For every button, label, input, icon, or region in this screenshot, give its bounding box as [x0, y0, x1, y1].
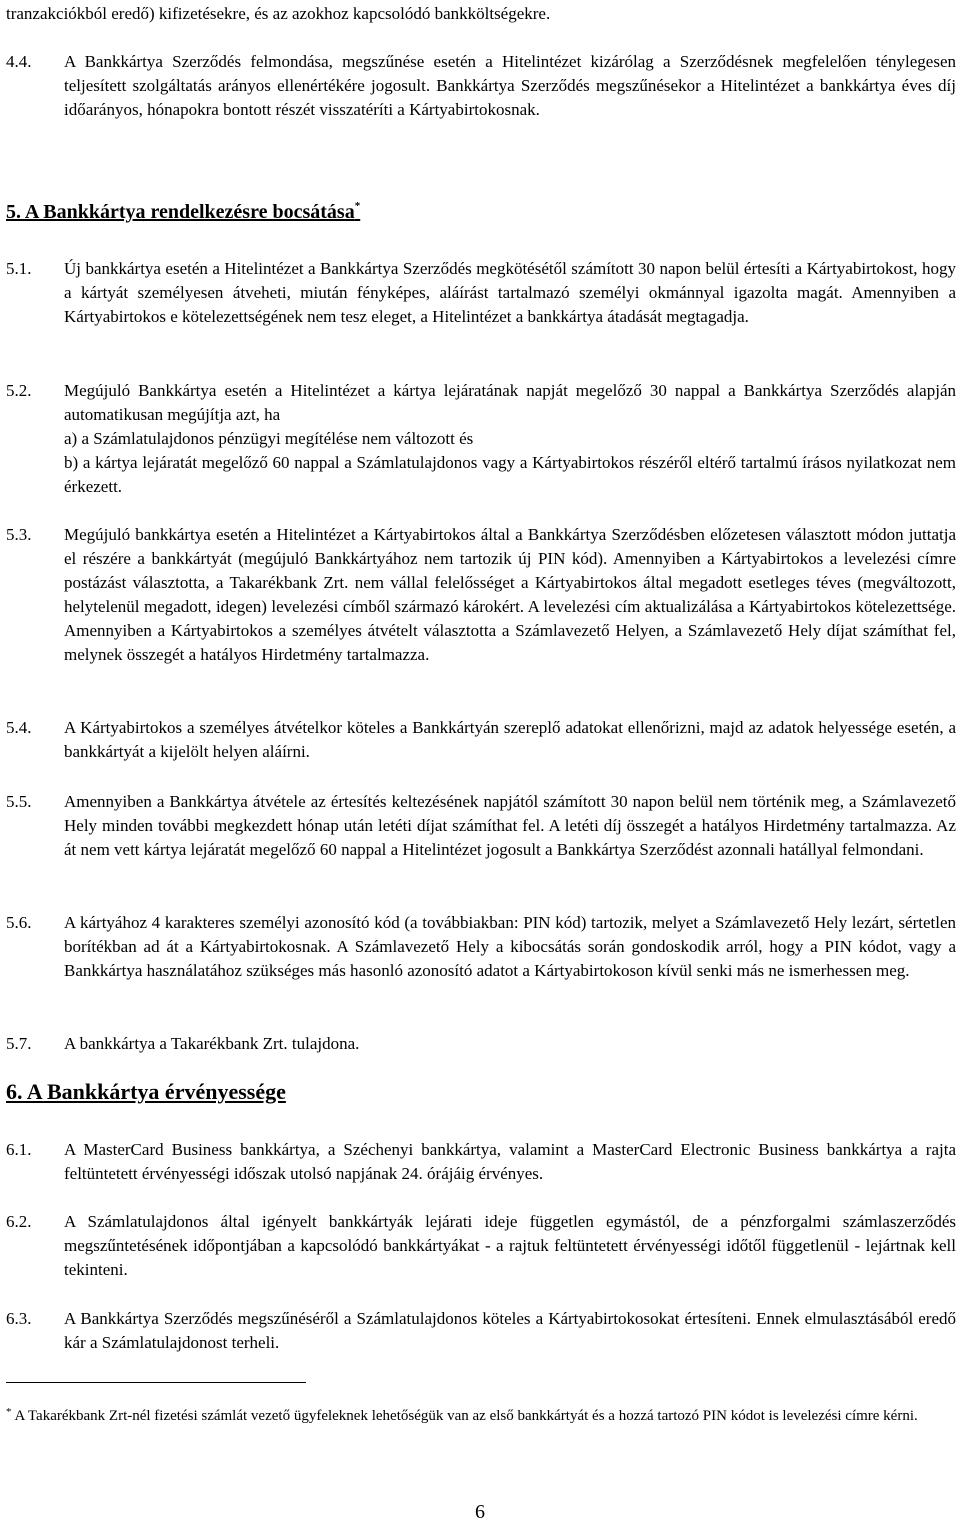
paragraph-text: Új bankkártya esetén a Hitelintézet a Bankkártya Szerződés megkötésétől számított 30 napon belül értesíti a Kártyabirtokost, hogy a kártyát személyesen átveheti, miután fényképes, aláírást tartalmazó személyi okmánnyal igazolta magát. Amennyiben a Kártyabirtokos e kötelezettségének nem tesz eleget, a Hitelintézet a bankkártya átadását megtagadja.: [64, 259, 956, 326]
list-item-b: b) a kártya lejáratát megelőző 60 nappal a Számlatulajdonos vagy a Kártyabirtokos részéről eltérő tartalmú írásos nyilatkozat nem érkezett.: [64, 453, 956, 496]
paragraph-5-3: [6, 523, 956, 667]
paragraph-text: Amennyiben a Bankkártya átvétele az értesítés keltezésének napjától számított 30 napon belül nem történik meg, a Számlavezető Hely minden további megkezdett hónap után letéti díjat számíthat fel. A letéti díj összegét a hatályos Hirdetmény tartalmazza. Az át nem vett kártya lejáratát megelőző 60 nappal a Hitelintézet jogosult a Bankkártya Szerződést azonnali hatállyal felmondani.: [64, 792, 956, 859]
footnote-separator: [6, 1382, 306, 1383]
paragraph-number: 5.3.: [6, 525, 32, 544]
paragraph-5-6: [6, 911, 956, 983]
paragraph-text: Megújuló Bankkártya esetén a Hitelintézet a kártya lejáratának napját megelőző 30 nappal a Bankkártya Szerződés alapján automatikusan megújítja azt, ha: [64, 381, 956, 424]
section-5-heading: [6, 199, 360, 225]
paragraph-number: 5.2.: [6, 381, 32, 400]
footnote: [6, 1396, 956, 1436]
top-fragment: tranzakciókból eredő) kifizetésekre, és az azokhoz kapcsolódó bankköltségekre.: [6, 4, 551, 23]
paragraph-5-1: [6, 257, 956, 329]
paragraph-number: 6.3.: [6, 1309, 32, 1328]
paragraph-6-2: [6, 1210, 956, 1282]
paragraph-number: 5.4.: [6, 718, 32, 737]
paragraph-text: A bankkártya a Takarékbank Zrt. tulajdona.: [64, 1034, 360, 1053]
paragraph-text: A Kártyabirtokos a személyes átvételkor köteles a Bankkártyán szereplő adatokat ellenőrizni, majd az adatok helyessége esetén, a bankkártyát a kijelölt helyen aláírni.: [64, 718, 956, 761]
paragraph-text: A Bankkártya Szerződés felmondása, megszűnése esetén a Hitelintézet kizárólag a Szerződésnek megfelelően ténylegesen teljesített szolgáltatás arányos ellenértékére jogosult. Bankkártya Szerződés megszűnésekor a Hitelintézet a bankkártya éves díj időarányos, hónapokra bontott részét visszatéríti a Kártyabirtokosnak.: [64, 52, 956, 119]
paragraph-4-4: [6, 50, 956, 122]
paragraph-5-5: [6, 790, 956, 862]
paragraph-number: 6.1.: [6, 1140, 32, 1159]
paragraph-text: A Bankkártya Szerződés megszűnéséről a Számlatulajdonos köteles a Kártyabirtokosokat értesíteni. Ennek elmulasztásából eredő kár a Számlatulajdonost terheli.: [64, 1309, 956, 1352]
paragraph-number: 5.1.: [6, 259, 32, 278]
paragraph-text: A Számlatulajdonos által igényelt bankkártyák lejárati ideje független egymástól, de a pénzforgalmi számlaszerződés megszűntetésének időpontjában a kapcsolódó bankkártyákat - a rajtuk feltüntetett érvényességi időtől függetlenül - lejártnak kell tekinteni.: [64, 1212, 956, 1279]
paragraph-5-2: [6, 379, 956, 499]
paragraph-6-1: [6, 1138, 956, 1186]
page-number: 6: [475, 1501, 485, 1523]
paragraph-number: 5.6.: [6, 913, 32, 932]
paragraph-text: Megújuló bankkártya esetén a Hitelintézet a Kártyabirtokos által a Bankkártya Szerződésben előzetesen választott módon juttatja el részére a bankkártyát (megújuló Bankkártyához nem tartozik új PIN kód). Amennyiben a Kártyabirtokos a levelezési címre postázást választotta, a Takarékbank Zrt. nem vállal felelősséget a Kártyabirtokos által megadott esetleges téves (megváltozott, helytelenül megadott, idegen) levelezési címből származó károkért. A levelezési cím aktualizálása a Kártyabirtokos kötelezettsége. Amennyiben a Kártyabirtokos a személyes átvételt választotta a Számlavezető Helyen, a Számlavezető Hely díjat számíthat fel, melynek összegét a hatályos Hirdetmény tartalmazza.: [64, 525, 956, 664]
footnote-marker: *: [6, 1406, 12, 1418]
paragraph-number: 5.5.: [6, 792, 32, 811]
paragraph-5-7: [6, 1032, 956, 1056]
list-item-a: a) a Számlatulajdonos pénzügyi megítélése nem változott és: [64, 429, 474, 448]
paragraph-number: 5.7.: [6, 1034, 32, 1053]
footnote-text: A Takarékbank Zrt-nél fizetési számlát vezető ügyfeleknek lehetőségük van az első bankkártyát és a hozzá tartozó PIN kódot is levelezési címre kérni.: [14, 1408, 918, 1424]
paragraph-5-4: [6, 716, 956, 764]
paragraph-6-3: [6, 1307, 956, 1355]
paragraph-number: 4.4.: [6, 52, 32, 71]
paragraph-text: A MasterCard Business bankkártya, a Széchenyi bankkártya, valamint a MasterCard Electronic Business bankkártya a rajta feltüntetett érvényességi időszak utolsó napjának 24. órájáig érvényes.: [64, 1140, 956, 1183]
paragraph-number: 6.2.: [6, 1212, 32, 1231]
footnote-marker: *: [354, 200, 361, 212]
paragraph-text: A kártyához 4 karakteres személyi azonosító kód (a továbbiakban: PIN kód) tartozik, melyet a Számlavezető Hely lezárt, sértetlen borítékban ad át a Kártyabirtokosnak. A Számlavezető Hely a kibocsátás során gondoskodik arról, hogy a PIN kódot, vagy a Bankkártya használatához szükséges más hasonló azonosító adatot a Kártyabirtokoson kívül senki más ne ismerhessen meg.: [64, 913, 956, 980]
section-6-heading: 6. A Bankkártya érvényessége: [6, 1079, 286, 1104]
section-5-title: 5. A Bankkártya rendelkezésre bocsátása: [6, 201, 355, 223]
